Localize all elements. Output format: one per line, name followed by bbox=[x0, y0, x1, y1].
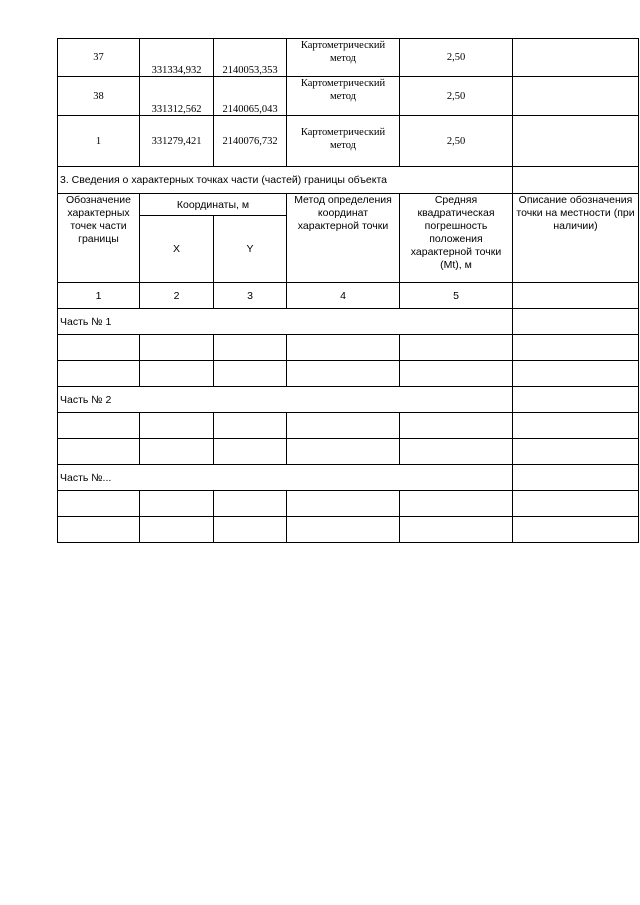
method-cell: Картометрический метод bbox=[287, 39, 400, 77]
empty-cell bbox=[214, 517, 287, 543]
coordinate-x: 331279,421 bbox=[140, 116, 214, 167]
empty-cell bbox=[513, 335, 639, 361]
empty-cell bbox=[287, 413, 400, 439]
column-number: 3 bbox=[214, 283, 287, 309]
method-cell: Картометрический метод bbox=[287, 116, 400, 167]
accuracy-cell: 2,50 bbox=[400, 116, 513, 167]
part-label: Часть № 2 bbox=[58, 387, 513, 413]
empty-cell bbox=[513, 167, 639, 194]
empty-cell bbox=[513, 413, 639, 439]
point-number: 38 bbox=[58, 77, 140, 116]
empty-cell bbox=[58, 517, 140, 543]
empty-cell bbox=[513, 491, 639, 517]
empty-cell bbox=[513, 465, 639, 491]
method-cell: Картометрический метод bbox=[287, 77, 400, 116]
empty-cell bbox=[58, 335, 140, 361]
column-number: 2 bbox=[140, 283, 214, 309]
empty-cell bbox=[513, 361, 639, 387]
section-title-row bbox=[58, 167, 639, 194]
empty-cell bbox=[140, 413, 214, 439]
column-number: 4 bbox=[287, 283, 400, 309]
table-row bbox=[58, 517, 639, 543]
point-row bbox=[58, 77, 639, 116]
column-number: 5 bbox=[400, 283, 513, 309]
empty-cell bbox=[400, 413, 513, 439]
header-coordinates: Координаты, м bbox=[140, 194, 287, 216]
empty-cell bbox=[513, 439, 639, 465]
point-row bbox=[58, 116, 639, 167]
coordinate-x: 331334,932 bbox=[140, 39, 214, 77]
empty-cell bbox=[58, 439, 140, 465]
empty-cell bbox=[513, 517, 639, 543]
part-label: Часть № 1 bbox=[58, 309, 513, 335]
empty-cell bbox=[140, 517, 214, 543]
empty-cell bbox=[58, 413, 140, 439]
part-header-row bbox=[58, 309, 639, 335]
header-method: Метод определения координат характерной точки bbox=[287, 194, 400, 283]
part-label: Часть №... bbox=[58, 465, 513, 491]
coordinates-table bbox=[57, 38, 639, 543]
header-description: Описание обозначения точки на местности (при наличии) bbox=[513, 194, 639, 283]
column-numbers-row bbox=[58, 283, 639, 309]
table-row bbox=[58, 439, 639, 465]
header-accuracy: Средняя квадратическая погрешность положения характерной точки (Mt), м bbox=[400, 194, 513, 283]
description-cell bbox=[513, 116, 639, 167]
header-row bbox=[58, 194, 639, 216]
empty-cell bbox=[287, 439, 400, 465]
empty-cell bbox=[214, 413, 287, 439]
table-row bbox=[58, 361, 639, 387]
empty-cell bbox=[400, 335, 513, 361]
empty-cell bbox=[140, 439, 214, 465]
table-row bbox=[58, 413, 639, 439]
empty-cell bbox=[140, 335, 214, 361]
empty-cell bbox=[58, 361, 140, 387]
empty-cell bbox=[513, 387, 639, 413]
empty-cell bbox=[287, 517, 400, 543]
description-cell bbox=[513, 77, 639, 116]
point-row bbox=[58, 39, 639, 77]
accuracy-cell: 2,50 bbox=[400, 77, 513, 116]
empty-cell bbox=[140, 491, 214, 517]
coordinate-y: 2140076,732 bbox=[214, 116, 287, 167]
section-title: 3. Сведения о характерных точках части (частей) границы объекта bbox=[58, 167, 513, 194]
empty-cell bbox=[140, 361, 214, 387]
column-number bbox=[513, 283, 639, 309]
empty-cell bbox=[400, 361, 513, 387]
table-row bbox=[58, 335, 639, 361]
empty-cell bbox=[287, 491, 400, 517]
coordinate-y: 2140065,043 bbox=[214, 77, 287, 116]
column-number: 1 bbox=[58, 283, 140, 309]
empty-cell bbox=[287, 361, 400, 387]
point-number: 1 bbox=[58, 116, 140, 167]
empty-cell bbox=[400, 517, 513, 543]
part-header-row bbox=[58, 387, 639, 413]
empty-cell bbox=[287, 335, 400, 361]
part-header-row bbox=[58, 465, 639, 491]
coordinate-x: 331312,562 bbox=[140, 77, 214, 116]
header-y: Y bbox=[214, 216, 287, 283]
empty-cell bbox=[214, 491, 287, 517]
empty-cell bbox=[58, 491, 140, 517]
empty-cell bbox=[214, 335, 287, 361]
table-row bbox=[58, 491, 639, 517]
empty-cell bbox=[400, 491, 513, 517]
header-designation: Обозначение характерных точек части границы bbox=[58, 194, 140, 283]
empty-cell bbox=[214, 361, 287, 387]
accuracy-cell: 2,50 bbox=[400, 39, 513, 77]
point-number: 37 bbox=[58, 39, 140, 77]
description-cell bbox=[513, 39, 639, 77]
empty-cell bbox=[214, 439, 287, 465]
empty-cell bbox=[513, 309, 639, 335]
coordinate-y: 2140053,353 bbox=[214, 39, 287, 77]
header-x: X bbox=[140, 216, 214, 283]
empty-cell bbox=[400, 439, 513, 465]
